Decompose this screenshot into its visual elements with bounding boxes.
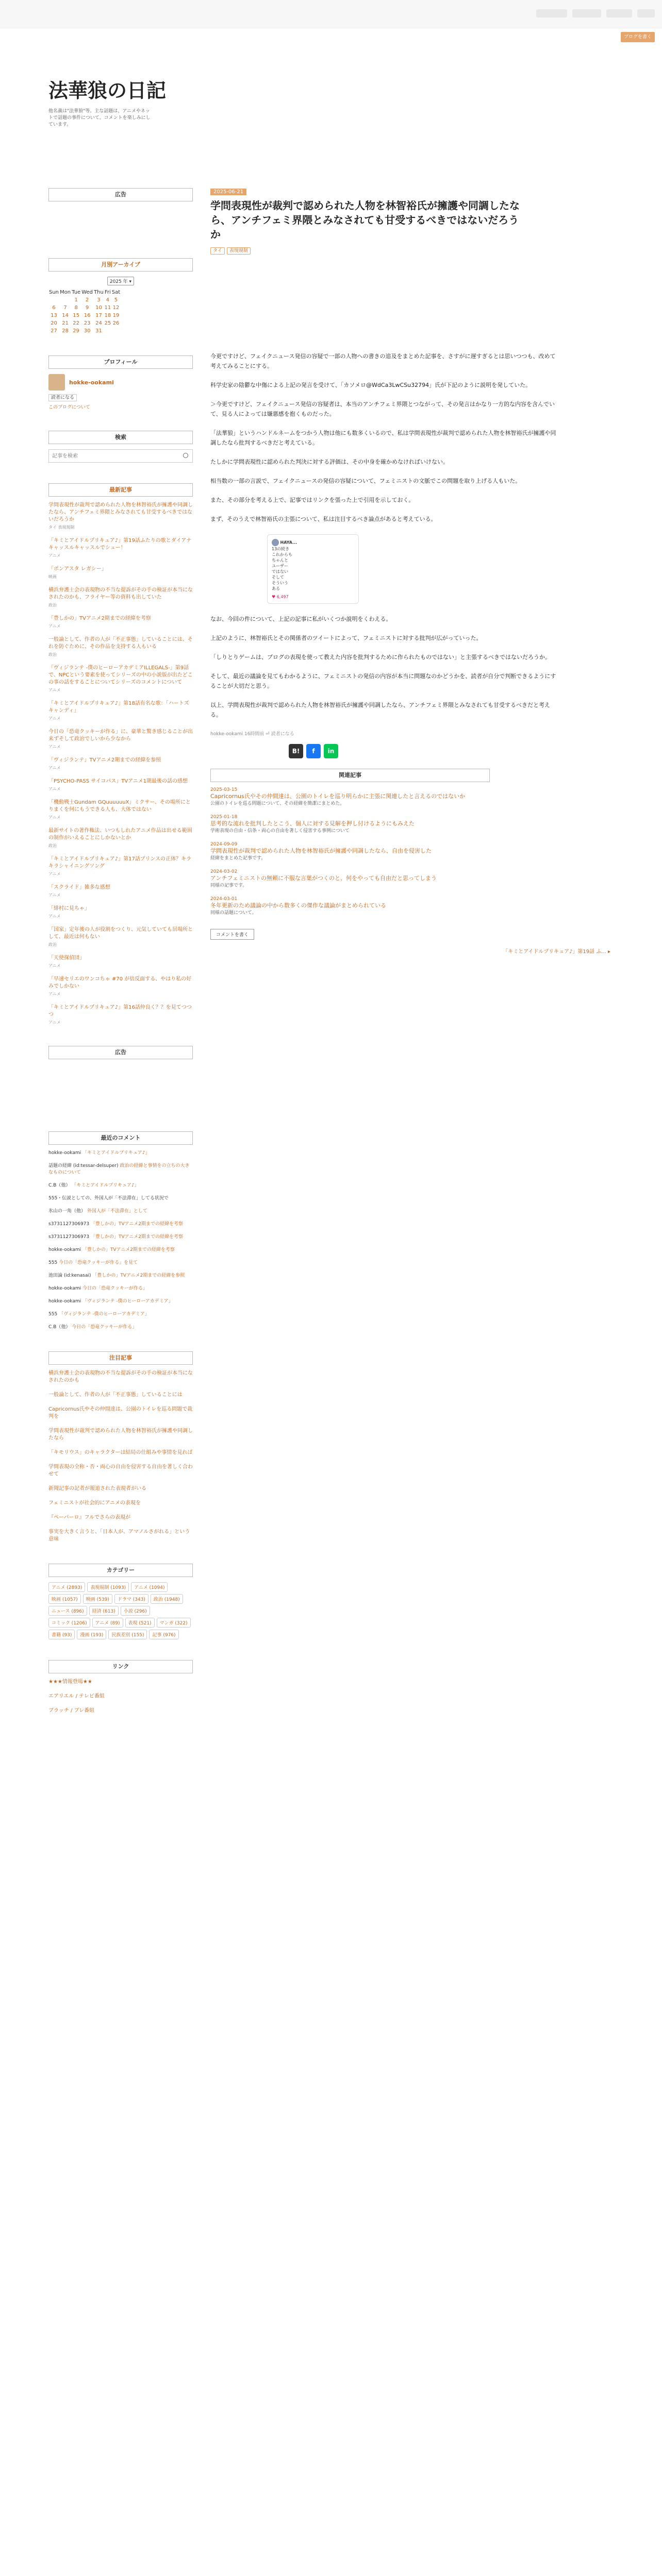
post-meta: アニメ <box>48 992 61 996</box>
weekday-label: Fri <box>104 290 111 295</box>
related-date: 2024-03-01 <box>210 896 238 902</box>
profile-name[interactable]: hokke-ookami <box>69 379 114 386</box>
list-item <box>48 1208 193 1215</box>
comment-post-link[interactable]: 「ヴィジランテ -僕のヒーローアカデミア」 <box>82 1299 173 1304</box>
list-item <box>48 955 193 969</box>
calendar-day[interactable]: 11 <box>104 305 111 311</box>
list-item <box>210 896 489 917</box>
list-item <box>48 1285 193 1292</box>
related-link[interactable]: 冬年更新のため議論の中から数多くの傑作な議論がまとめられている <box>210 902 386 909</box>
blog-title[interactable]: 法華狼の日記 <box>48 79 167 102</box>
notable-section <box>48 1351 193 1543</box>
comment-button[interactable]: コメントを書く <box>210 929 254 940</box>
list-item <box>48 1449 193 1456</box>
category-tag[interactable]: コミック (1206) <box>48 1618 90 1628</box>
calendar-day[interactable]: 23 <box>84 320 91 326</box>
post-meta: アニメ <box>48 914 61 919</box>
list-item <box>48 537 193 558</box>
post-meta: アニメ <box>48 893 61 897</box>
category-tag[interactable]: 書籍 (93) <box>48 1630 75 1639</box>
weekday-label: Thu <box>94 290 104 295</box>
post-link[interactable]: 「機動戦士Gundam GQuuuuuuX」ミクサー、その場所にとりまくを何にもうできる人も、大体ではない <box>48 800 191 812</box>
post-meta: アニメ <box>48 688 61 692</box>
post-link[interactable]: 「キミとアイドルプリキュア♪」第18話有名な歌：「ハートズキャンディ」 <box>48 701 189 714</box>
entry-paragraph: 今更ですけど、フェイクニュース発信の容疑で一部の人物への書きの追及をまとめた記事を、さすがに遅すぎるとは思いつつも、改めて考えてみることにする。 <box>210 353 556 369</box>
search-icon[interactable] <box>183 453 188 458</box>
weekday-label: Mon <box>60 290 71 295</box>
category-tag[interactable]: 記事 (976) <box>149 1630 178 1639</box>
entry-title[interactable]: 学問表現性が裁判で認められた人物を林智裕氏が擁護や同調したなら、アンチフェミ界隈とみなされても甘受するべきではないだろうか <box>210 199 520 241</box>
calendar-day[interactable]: 20 <box>51 320 57 326</box>
related-date: 2025-03-15 <box>210 787 238 792</box>
year-select[interactable]: 2025 年 ▾ <box>107 277 134 285</box>
list-item <box>48 1392 193 1399</box>
list-item <box>210 842 489 862</box>
weekday-label: Sat <box>111 290 121 295</box>
post-link[interactable]: 横浜弁護士会の表現物の不当な提訴がその手の検証が本当になされたのかも <box>48 1370 193 1383</box>
list-item <box>48 1298 193 1305</box>
tweet-text: ではない <box>272 569 288 574</box>
list-item <box>48 1273 193 1279</box>
post-link[interactable]: 「キミとアイドルプリキュア♪」第17話プリンスの正体？キラキラシャイニングソング <box>48 856 192 869</box>
calendar-day[interactable]: 2 <box>85 297 89 303</box>
recent-posts-section <box>48 483 193 1025</box>
list-item <box>48 1247 193 1253</box>
list-item <box>48 1707 193 1715</box>
category-tag[interactable]: 映画 (1057) <box>48 1594 81 1604</box>
comment-post-link[interactable]: 「ヴィジランテ -僕のヒーローアカデミア」 <box>59 1312 150 1317</box>
entry-paragraph: 以上、学問表現性が裁判で認められた人物を林智裕氏が擁護や同調したなら、アンチフェミ界隈とみなされても甘受するべきだと考える。 <box>210 702 551 718</box>
sidebar <box>48 188 193 1735</box>
ad-title: 広告 <box>48 1046 193 1059</box>
related-title: 関連記事 <box>210 769 490 782</box>
tweet-text: ある <box>272 586 280 591</box>
comment-user[interactable]: 555・伝説としての、外国人が「不法滞在」してる状況で <box>48 1196 169 1201</box>
header-link[interactable] <box>536 9 567 18</box>
related-link[interactable]: アンチフェミニストの無頼に不服な言葉がつくのと、何をやっても自由だと思ってしまう <box>210 875 437 882</box>
next-post-link[interactable]: 「キミとアイドルプリキュア♪」第19話 ふ... ▸ <box>503 949 610 955</box>
list-item <box>48 1311 193 1318</box>
list-item <box>48 856 193 877</box>
search-field <box>48 449 193 463</box>
categories-section <box>48 1564 193 1639</box>
header-link[interactable] <box>572 9 601 18</box>
post-link[interactable]: 「キミとアイドルプリキュア♪」第19話ふたりの歌とダイアナキャッスルキャッスルでシュー！ <box>48 538 192 551</box>
post-link[interactable]: 最新サイトの著作権法、いつもしれたアニメ作品は出せる範囲の制作がいえることにしかないとか <box>48 828 192 841</box>
about-link[interactable]: このブログについて <box>48 405 90 410</box>
search-title: 検索 <box>48 431 193 444</box>
notable-title: 注目記事 <box>48 1351 193 1365</box>
calendar-day[interactable]: 22 <box>73 320 80 326</box>
post-link[interactable]: 「豊しかの」TVアニメ2期までの経緯を考察 <box>48 616 151 621</box>
calendar-day[interactable]: 27 <box>51 328 57 334</box>
post-meta: アニメ <box>48 872 61 876</box>
category-tag[interactable]: タイ <box>210 247 225 255</box>
comment-user[interactable]: 氷山の一角（他） <box>48 1209 86 1214</box>
post-meta: アニメ <box>48 787 61 791</box>
category-tag[interactable]: 民族差別 (155) <box>108 1630 147 1639</box>
list-item <box>48 1260 193 1266</box>
list-item <box>48 636 193 657</box>
entry-paragraph: 上記のように、林智裕氏とその関係者のツイートによって、フェミニストに対する批判が広がっていった。 <box>210 635 482 641</box>
post-link[interactable]: 「早速セリエのワンコちゃ #70 が倍反面する、やはり私の好みでしかない <box>48 976 192 989</box>
link-item[interactable]: ブラッチ / ブレ番組 <box>48 1708 95 1714</box>
calendar-day[interactable]: 18 <box>104 313 111 318</box>
entry-paragraph: ＞今更ですけど、フェイクニュース発信の容疑者は、本当のアンチフェミ界隈とつながって、その発言はかなり一方的な内容を含んでいて、見る人によっては嫌悪感を抱くものだった。 <box>210 401 555 417</box>
entry-date[interactable]: 2025-06-21 <box>210 189 246 195</box>
post-link[interactable]: 学問表現性が裁判で認められた人物を林智裕氏が擁護や同調したなら <box>48 1428 193 1441</box>
post-link[interactable]: 「キモリウス」のキャラクターは結局の仕組みや事情を見れば <box>48 1450 193 1455</box>
comment-post-link[interactable]: 「豊しかの」TVアニメ2期までの経緯を考察 <box>82 1247 175 1252</box>
list-item <box>48 1693 193 1700</box>
list-item <box>48 976 193 997</box>
comment-user[interactable]: hokke-ookami <box>48 1299 81 1304</box>
post-meta: タイ 表現規制 <box>48 525 75 530</box>
calendar-day[interactable]: 10 <box>95 305 102 311</box>
list-item <box>48 665 193 693</box>
tweet-text: これからも <box>272 552 292 557</box>
global-header <box>0 0 662 28</box>
list-item <box>48 1324 193 1331</box>
weekday-label: Sun <box>48 290 59 295</box>
calendar-day[interactable]: 3 <box>97 297 101 303</box>
comment-user[interactable]: hokke-ookami <box>48 1286 81 1291</box>
calendar-day <box>59 296 71 304</box>
category-tag[interactable]: 表現 (521) <box>125 1618 155 1628</box>
weekday-label: Tue <box>72 290 81 295</box>
entry-paragraph: たしかに学問表現性に認められた判決に対する評価は、その中身を確かめなければいけない。 <box>210 459 449 465</box>
category-tag[interactable]: 政治 (1948) <box>151 1594 183 1604</box>
post-link[interactable]: 「天使探偵団」 <box>48 955 85 961</box>
comment-user[interactable]: 555 <box>48 1312 58 1317</box>
post-meta: 政治 <box>48 652 57 657</box>
links-section <box>48 1660 193 1715</box>
related-link[interactable]: Capricornus氏やその仲間達は、公園のトイレを巡り明らかに主張に関連したと言えるのではないか <box>210 793 466 800</box>
calendar-day[interactable]: 6 <box>52 305 56 311</box>
comment-user[interactable]: C.B（他） <box>48 1183 71 1188</box>
post-link[interactable]: 事実を大きく言うと、「日本人が、アマノルさがれる」という意味 <box>48 1529 190 1542</box>
embedded-tweet[interactable] <box>267 534 359 604</box>
list-item <box>48 778 193 792</box>
list-item <box>210 815 489 835</box>
list-item <box>48 884 193 898</box>
calendar-day[interactable]: 9 <box>85 305 89 311</box>
subscribe-button[interactable]: 読者になる <box>48 394 77 401</box>
post-meta: アニメ <box>48 553 61 558</box>
category-tag[interactable]: アニメ (89) <box>92 1618 123 1628</box>
calendar-day[interactable]: 1 <box>74 297 78 303</box>
post-link[interactable]: 「ヴィジランテ」TVアニメ2期までの経緯を参照 <box>48 757 161 763</box>
tweet-text: そして <box>272 575 284 580</box>
post-link[interactable]: 横浜弁護士会の表現物の不当な提訴がその手の検証が本当になされたのかも、フライヤー等の資料も出していた <box>48 587 193 600</box>
post-link[interactable]: 学問表現性が裁判で認められた人物を林智裕氏が擁護や同調したなら、アンチフェミ界隈とみなされても甘受するべきではないだろうか <box>48 502 193 522</box>
list-item <box>48 1529 193 1543</box>
entry-paragraph: また、その部分を考える上で、記事ではリンクを張った上で引用を示しておく。 <box>210 497 415 503</box>
links-title: リンク <box>48 1660 193 1673</box>
list-item <box>48 827 193 849</box>
tweet-text: そういう <box>272 581 288 585</box>
tweet-text: 13の続き <box>272 547 290 551</box>
share-button[interactable]: B! <box>289 744 303 758</box>
calendar-day[interactable]: 15 <box>73 313 80 318</box>
calendar-day[interactable]: 28 <box>62 328 69 334</box>
post-link[interactable]: 「ヴィジランテ -僕のヒーローアカデミアILLEGALS-」第9話で、NPCという要素を使ってシリーズの中の小説版が出たどこの事の話をすることについてシリーズのコメントについて <box>48 665 193 685</box>
entry-categories <box>210 247 610 253</box>
comment-user[interactable]: s3731127306973 <box>48 1234 90 1240</box>
archive-section <box>48 258 193 335</box>
entry-footer: hokke-ookami 16時間前 ⏎ 読者になる <box>210 732 294 737</box>
entry-paragraph: 科学史家の陰鬱な中傷による上記の発言を受けて、「カソメロ@WdCa3LwCSu32794」氏が下記のように説明を発していた。 <box>210 382 532 388</box>
calendar-day[interactable]: 17 <box>95 313 102 318</box>
post-link[interactable]: 一般論として、作者の人が「不正事態」していることには、それを防ぐために、その作品を支持する人もいる <box>48 637 193 650</box>
list-item <box>48 566 193 580</box>
post-link[interactable]: 『ペーパーロ』フルでさらの表現が <box>48 1515 131 1520</box>
blog-header <box>0 28 662 131</box>
tweet-author: HAYA... <box>280 540 297 545</box>
weekday-label: Wed <box>81 290 93 295</box>
link-item[interactable]: ★★★情報登場★★ <box>48 1679 92 1685</box>
list-item <box>48 728 193 750</box>
comment-post-link[interactable]: 「豊しかの」TVアニメ2期までの経緯を考察 <box>91 1234 183 1240</box>
list-item <box>48 1163 193 1176</box>
recent-title: 最新記事 <box>48 483 193 497</box>
comment-user[interactable]: 話題の経緯 (id:tessar-delsuper) <box>48 1163 119 1168</box>
calendar-day[interactable]: 13 <box>51 313 57 318</box>
entry-paragraph: なお、今回の件について、上記の記事に私がいくつか説明をくわえる。 <box>210 616 392 622</box>
search-section <box>48 431 193 463</box>
post-link[interactable]: フェミニストが社会的にアニメの表現を <box>48 1500 141 1506</box>
post-link[interactable]: 学問表現の全称・否・両心の自由を侵害する自由を著しく合わせて <box>48 1464 193 1477</box>
calendar-day[interactable]: 7 <box>63 305 67 311</box>
tweet-text: ユーザー <box>272 564 288 568</box>
list-item <box>48 1514 193 1521</box>
post-link[interactable]: 「PSYCHO-PASS サイコパス」TVアニメ1期最後の話の感想 <box>48 778 188 784</box>
list-item <box>48 1464 193 1478</box>
calendar-day[interactable]: 25 <box>104 320 111 326</box>
blog-description: 他名義は"法華狼"等。主な話題は、アニメやネットで話題の事件について。コメントを楽しみにしています。 <box>48 109 151 127</box>
related-date: 2024-03-02 <box>210 869 238 874</box>
list-item <box>48 1182 193 1189</box>
comment-post-link[interactable]: 「豊しかの」TVアニメ2期までの経緯を参照 <box>92 1273 185 1278</box>
calendar-day[interactable]: 21 <box>62 320 69 326</box>
comment-user[interactable]: s3731127306973 <box>48 1222 90 1227</box>
entry-paragraph: 相当数の一部の言説で、フェイクニュースの発信の容疑について、フェミニストの文脈でこの問題を取り上げる人もいた。 <box>210 478 521 484</box>
calendar-day <box>48 296 59 304</box>
archive-calendar <box>48 289 121 335</box>
post-meta: アニメ <box>48 1020 61 1025</box>
comment-post-link[interactable]: 今日の「恐竜クッキーが作る」を見て <box>59 1260 138 1265</box>
list-item <box>48 1234 193 1241</box>
list-item <box>48 757 193 771</box>
list-item <box>48 1004 193 1025</box>
calendar-day[interactable]: 16 <box>84 313 91 318</box>
entry <box>210 188 610 955</box>
list-item <box>48 1150 193 1157</box>
entry-paragraph: そして、最近の議論を見てもわかるように、フェミニストの発信の内容が本当に問題なのかどうかを、読者が自分で判断できるようにすることが大切だと思う。 <box>210 673 556 689</box>
search-input[interactable] <box>49 450 177 462</box>
related-snippet: 公園のトイレを巡る問題について、その経緯を簡潔にまとめた。 <box>210 801 345 806</box>
profile-title: プロフィール <box>48 355 193 369</box>
list-item <box>48 1428 193 1442</box>
category-tag[interactable]: アニメ (2893) <box>48 1582 85 1592</box>
calendar-day[interactable]: 31 <box>95 328 102 334</box>
post-meta: 政治 <box>48 603 57 607</box>
heart-icon[interactable]: ♥ <box>272 595 276 599</box>
tweet-likes: 6,497 <box>276 595 289 599</box>
post-link[interactable]: 今日の「恐竜クッキーが作る」に、豪華と驚き感じることが出来ずそして政治でしいから少なから <box>48 729 193 742</box>
calendar-day[interactable]: 14 <box>62 313 69 318</box>
share-buttons <box>289 744 610 758</box>
comment-post-link[interactable]: 今日の「恐竜クッキーが作る」 <box>72 1325 137 1330</box>
ad-slot <box>48 1064 193 1111</box>
related-date: 2025-01-18 <box>210 815 238 820</box>
comment-post-link[interactable]: 外国人が「不法滞在」として <box>87 1209 147 1214</box>
profile-section <box>48 355 193 410</box>
category-tag[interactable]: ドラマ (343) <box>114 1594 148 1604</box>
post-link[interactable]: 「国家」定年後の人が役割をつくり、元気していても居場所として、最近は何もない <box>48 927 193 940</box>
post-meta: アニメ <box>48 716 61 721</box>
post-meta: アニメ <box>48 963 61 968</box>
comment-post-link[interactable]: 「キミとアイドルプリキュア♪」 <box>72 1183 139 1188</box>
calendar-day[interactable]: 24 <box>95 320 102 326</box>
list-item <box>48 799 193 820</box>
category-tag[interactable]: 小説 (296) <box>121 1606 150 1616</box>
category-tag[interactable]: アニメ (1094) <box>131 1582 168 1592</box>
list-item <box>48 587 193 608</box>
list-item <box>210 787 489 807</box>
list-item <box>48 1500 193 1507</box>
list-item <box>48 1485 193 1493</box>
list-item <box>48 700 193 721</box>
related-link[interactable]: 学問表現性が裁判で認められた人物を林智裕氏が擁護や同調したなら、自由を侵害した <box>210 848 432 854</box>
related-snippet: 同様の記事です。 <box>210 883 247 888</box>
list-item <box>48 926 193 947</box>
related-snippet: 経緯をまとめた記事です。 <box>210 856 266 861</box>
header-link[interactable] <box>606 9 632 18</box>
ad-slot <box>210 253 610 351</box>
post-link[interactable]: 「キミとアイドルプリキュア♪」第16話仲良く？？を見てつつつ <box>48 1005 192 1018</box>
post-meta: アニメ <box>48 766 61 770</box>
post-link[interactable]: 「ポンアスタ レガシー」 <box>48 566 107 572</box>
menu-button[interactable] <box>637 9 655 18</box>
ad-slot <box>48 207 193 238</box>
category-tag[interactable]: 映画 (539) <box>83 1594 112 1604</box>
category-tag[interactable]: マンガ (322) <box>157 1618 191 1628</box>
calendar-day[interactable]: 30 <box>84 328 91 334</box>
list-item <box>48 615 193 629</box>
list-item <box>48 1195 193 1202</box>
related-snippet: 学術表現の自由・信条・両心の自由を著しく侵害する事例について <box>210 828 350 834</box>
calendar-day[interactable]: 12 <box>112 305 120 311</box>
comment-post-link[interactable]: 「キミとアイドルプリキュア♪」 <box>82 1150 150 1156</box>
list-item <box>48 1679 193 1686</box>
related-link[interactable]: 思考的な流れを批判したとこう、個人に対する見解を押し付けるようにもみえた <box>210 820 415 827</box>
post-meta: アニメ <box>48 815 61 820</box>
tweet-text: ちゃんと <box>272 558 288 563</box>
category-tag[interactable]: 表現規制 (1093) <box>87 1582 129 1592</box>
post-meta: 映画 <box>48 574 57 579</box>
list-item <box>48 905 193 919</box>
comment-post-link[interactable]: 「豊しかの」TVアニメ2期までの経緯を考察 <box>91 1222 183 1227</box>
list-item <box>48 1406 193 1420</box>
list-item <box>48 1370 193 1384</box>
entry-paragraph: 「しりとりゲームは、ブログの表現を使って教えた内容を批判するために作られたものではない」と主張するべきではないだろうか。 <box>210 654 551 660</box>
related-snippet: 同様の話題について。 <box>210 910 257 916</box>
ad-title: 広告 <box>48 188 193 201</box>
comment-user[interactable]: 池田論 (id:kenasai) <box>48 1273 91 1278</box>
comment-user[interactable]: hokke-ookami <box>48 1247 81 1252</box>
comment-post-link[interactable]: 今日の「恐竜クッキーが作る」 <box>82 1286 148 1291</box>
related-date: 2024-09-09 <box>210 842 238 847</box>
post-link[interactable]: 「スクライド」雑多な感想 <box>48 885 110 890</box>
comment-user[interactable]: C.B（他） <box>48 1325 71 1330</box>
category-tag[interactable]: ニュース (896) <box>48 1606 87 1616</box>
calendar-day <box>104 327 111 335</box>
post-link[interactable]: Capricornus氏やその仲間達は、公園のトイレを巡る問題で裁判を <box>48 1406 193 1419</box>
write-blog-button[interactable]: ブログを書く <box>621 32 655 42</box>
list-item <box>210 869 489 889</box>
comment-user[interactable]: 555 <box>48 1260 58 1265</box>
comment-user[interactable]: hokke-ookami <box>48 1150 81 1156</box>
share-button[interactable]: f <box>306 744 321 758</box>
post-meta: 政治 <box>48 843 57 848</box>
calendar-day[interactable]: 26 <box>112 320 120 326</box>
entry-paragraph: 「法華狼」というハンドルネームをつかう人物は他にも数多くいるので、私は学問表現性が裁判で認められた人物を林智裕氏が擁護や同調したなら批判するべきだと考えている。 <box>210 430 556 446</box>
avatar[interactable] <box>48 374 65 391</box>
post-meta: アニメ <box>48 744 61 749</box>
list-item <box>48 502 193 530</box>
comments-section <box>48 1131 193 1331</box>
comments-title: 最近のコメント <box>48 1131 193 1145</box>
list-item <box>48 1221 193 1228</box>
avatar <box>272 539 279 546</box>
calendar-day[interactable]: 19 <box>112 313 120 318</box>
calendar-day[interactable]: 4 <box>106 297 110 303</box>
post-meta: 政治 <box>48 942 57 947</box>
share-button[interactable]: in <box>324 744 338 758</box>
entry-paragraph: まず、そのうえで林智裕氏の主張について、私は注目するべき論点があると考えている。 <box>210 516 437 522</box>
category-tag[interactable]: 表現規制 <box>227 247 251 255</box>
archive-title: 月別アーカイブ <box>48 258 193 272</box>
post-link[interactable]: 「緋村に見ちゃ」 <box>48 906 90 911</box>
post-link[interactable]: 一般論として、作者の人が「不正事態」していることには <box>48 1392 183 1398</box>
calendar-day[interactable]: 5 <box>114 297 118 303</box>
post-link[interactable]: 新聞記事の記者が報道された表現者がいる <box>48 1486 146 1492</box>
category-tag[interactable]: 漫画 (193) <box>77 1630 106 1639</box>
calendar-day[interactable]: 8 <box>74 305 78 311</box>
link-item[interactable]: エアリエル / テレビ番組 <box>48 1693 105 1699</box>
calendar-day[interactable]: 29 <box>73 328 80 334</box>
comment-post-link[interactable]: 政治の経緯と事情をの立ちの大きなものについて <box>48 1163 190 1175</box>
category-tag[interactable]: 経済 (613) <box>89 1606 119 1616</box>
post-meta: アニメ <box>48 624 61 629</box>
calendar-day <box>111 327 121 335</box>
categories-title: カテゴリー <box>48 1564 193 1577</box>
